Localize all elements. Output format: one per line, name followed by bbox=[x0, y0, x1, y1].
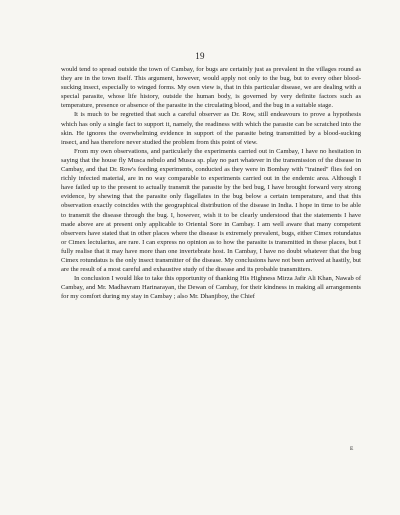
paragraph-1: would tend to spread outside the town of Cambay, for bugs are certainly just as prevalent in the villages round as they are in the town itself. This argument, however, would apply not only to the bug, but to every other blood-sucking insect, especially to winged forms. My own view is, that in this particular disease, we are dealing with a special parasite, whose life history, outside the human body, is governed by very definite factors such as temperature, presence or absence of the parasite in the circulating blood, and the bug in a suitable stage. bbox=[61, 66, 361, 110]
signature-mark: E bbox=[350, 446, 354, 452]
paragraph-4: In conclusion I would like to take this opportunity of thanking His Highness Mirza Jafir Ali Khan, Nawab of Cambay, and Mr. Madhavram Harinarayan, the Dewan of Cambay, for their kindness in making all arrangements for my comfort during my stay in Cambay ; also Mr. Dhanjiboy, the Chief bbox=[61, 275, 361, 301]
paragraph-2: It is much to be regretted that such a careful observer as Dr. Row, still endeavours to prove a hypothesis which has only a single fact to support it, namely, the readiness with which the parasite can be scratched into the skin. He ignores the overwhelming evidence in support of the parasite being transmitted by a blood-sucking insect, and has therefore never studied the problem from this point of view. bbox=[61, 111, 361, 146]
body-text bbox=[61, 65, 361, 301]
paragraph-3: From my own observations, and particularly the experiments carried out in Cambay, I have no hesitation in saying that the house fly Musca nebulo and Musca sp. play no part whatever in the transmission of the disease in Cambay, and that Dr. Row's feeding experiments, conducted as they were in Bombay with "trained" flies fed on richly infected material, are in no way comparable to experiments carried out in the endemic area. Although I have failed up to the present to actually transmit the parasite by the bed bug, I have brought forward very strong evidence, by shewing that the parasite only flagellates in the bug below a certain temperature, and that this observation exactly coincides with the geographical distribution of the disease in India. I hope in time to be able to transmit the disease through the bug. I, however, wish it to be clearly understood that the statements I have made above are at present only applicable to Oriental Sore in Cambay. I am well aware that many competent observers have stated that in other places where the disease is extremely prevalent, bugs, either Cimex rotundatus or Cimex lectularius, are rare. I can express no opinion as to how the parasite is transmitted in these places, but I fully realise that it may have more than one invertebrate host. In Cambay, I have no doubt whatever that the bug Cimex rotundatus is the only insect transmitter of the disease. My conclusions have not been arrived at hastily, but are the result of a most careful and exhaustive study of the disease and its probable transmitters. bbox=[61, 147, 361, 274]
page-number: 19 bbox=[195, 51, 205, 61]
